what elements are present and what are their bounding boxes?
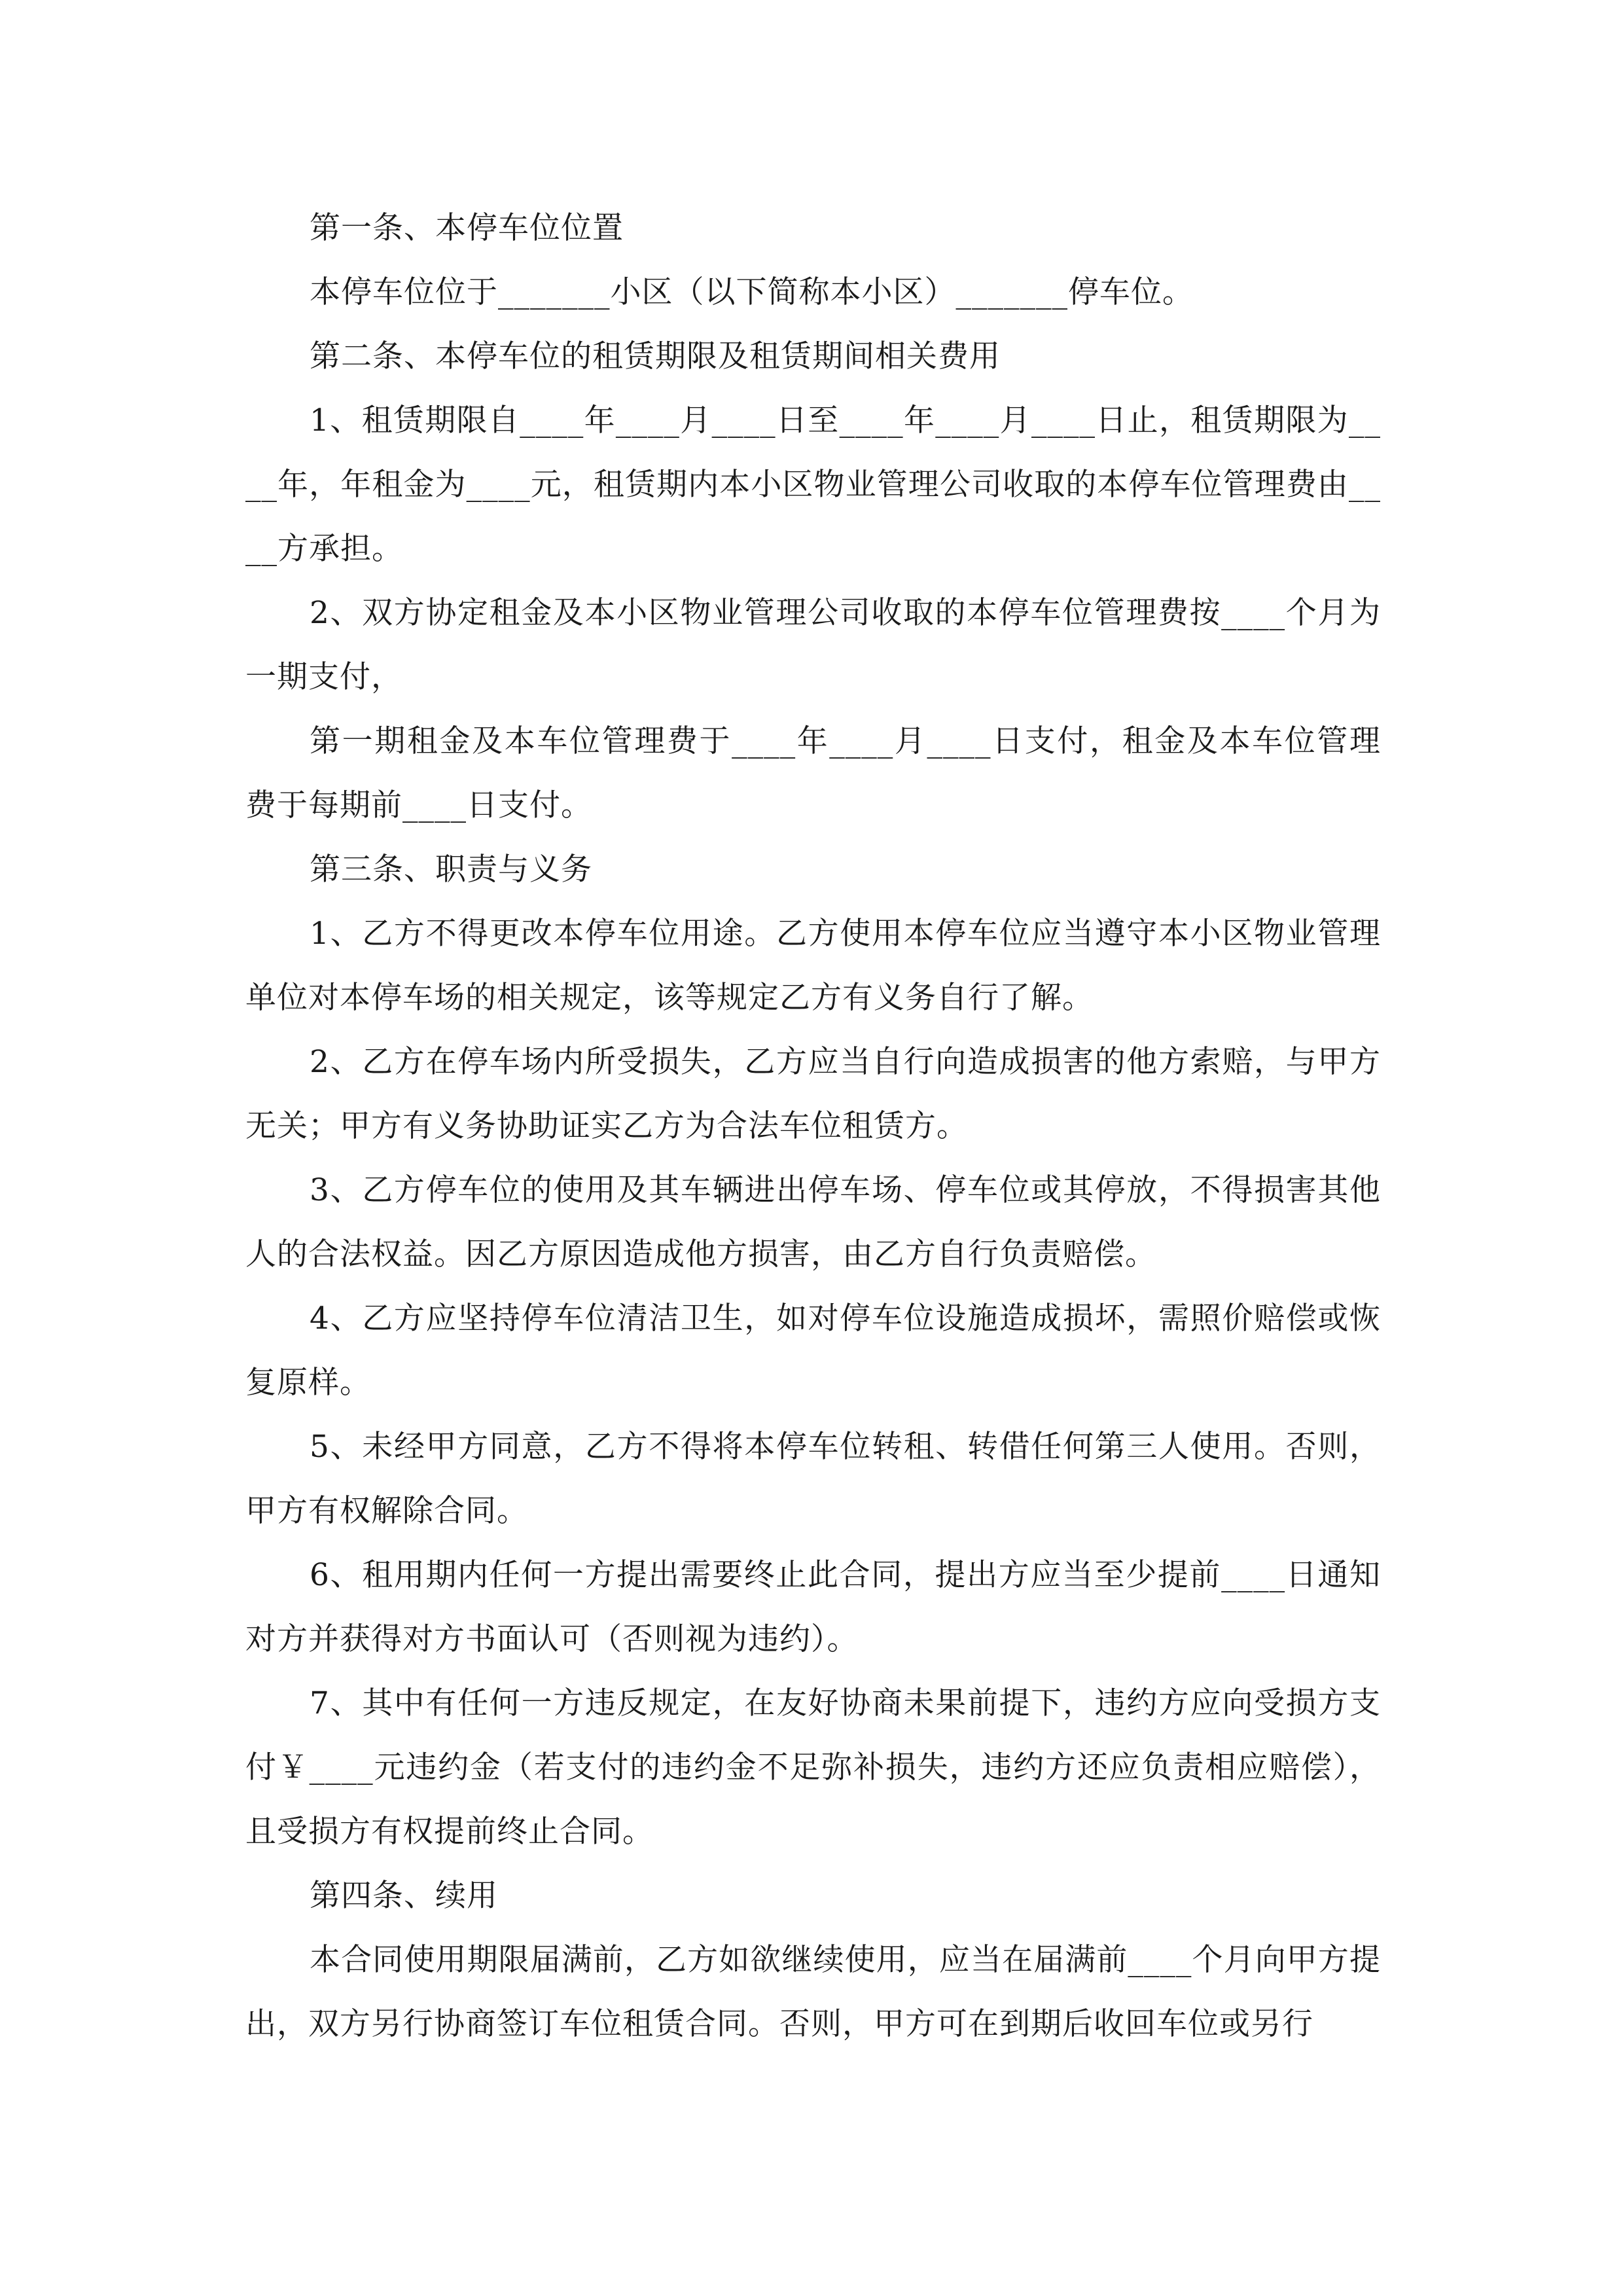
article-3-clause-6: 6、租用期内任何一方提出需要终止此合同，提出方应当至少提前____日通知对方并获得对方书面认可（否则视为违约）。: [245, 1557, 1381, 1657]
article-2-heading: 第二条、本停车位的租赁期限及租赁期间相关费用: [310, 338, 1001, 374]
article-4-renewal: 本合同使用期限届满前，乙方如欲继续使用，应当在届满前____个月向甲方提出，双方另行协商签订车位租赁合同。否则，甲方可在到期后收回车位或另行: [245, 1942, 1381, 2042]
article-3-clause-1: 1、乙方不得更改本停车位用途。乙方使用本停车位应当遵守本小区物业管理单位对本停车场的相关规定，该等规定乙方有义务自行了解。: [245, 916, 1381, 1016]
article-3-clause-7: 7、其中有任何一方违反规定，在友好协商未果前提下，违约方应向受损方支付￥____元违约金（若支付的违约金不足弥补损失，违约方还应负责相应赔偿），且受损方有权提前终止合同。: [245, 1685, 1381, 1850]
article-2-clause-1: 1、租赁期限自____年____月____日至____年____月____日止，租赁期限为____年，年租金为____元，租赁期内本小区物业管理公司收取的本停车位管理费由____方承担。: [245, 403, 1381, 567]
article-1-heading: 第一条、本停车位位置: [310, 210, 624, 246]
article-1-location: 本停车位位于_______小区（以下简称本小区）_______停车位。: [310, 274, 1194, 310]
contract-body: [245, 196, 1381, 2056]
article-2-first-payment: 第一期租金及本车位管理费于____年____月____日支付，租金及本车位管理费于每期前____日支付。: [245, 723, 1381, 823]
article-3-clause-2: 2、乙方在停车场内所受损失，乙方应当自行向造成损害的他方索赔，与甲方无关；甲方有义务协助证实乙方为合法车位租赁方。: [245, 1044, 1381, 1144]
article-3-heading: 第三条、职责与义务: [310, 852, 592, 888]
article-2-clause-2: 2、双方协定租金及本小区物业管理公司收取的本停车位管理费按____个月为一期支付，: [245, 595, 1381, 695]
article-3-clause-4: 4、乙方应坚持停车位清洁卫生，如对停车位设施造成损坏，需照价赔偿或恢复原样。: [245, 1300, 1381, 1401]
article-4-heading: 第四条、续用: [310, 1878, 498, 1914]
article-3-clause-3: 3、乙方停车位的使用及其车辆进出停车场、停车位或其停放，不得损害其他人的合法权益。因乙方原因造成他方损害，由乙方自行负责赔偿。: [245, 1172, 1381, 1272]
article-3-clause-5: 5、未经甲方同意，乙方不得将本停车位转租、转借任何第三人使用。否则，甲方有权解除合同。: [245, 1429, 1381, 1529]
